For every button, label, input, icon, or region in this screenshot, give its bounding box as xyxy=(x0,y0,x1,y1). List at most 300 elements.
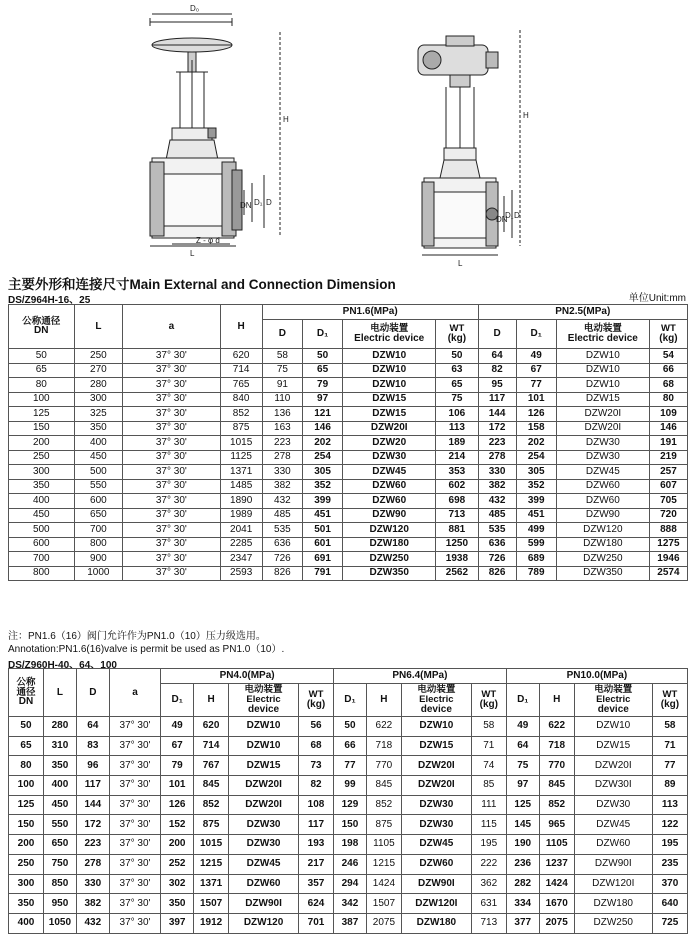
table-cell: 37° 30' xyxy=(123,523,220,538)
col-wt: WT (kg) xyxy=(652,684,687,717)
table-cell: 350 xyxy=(161,894,194,914)
table-cell: DZW20I xyxy=(229,795,299,815)
table-cell: 150 xyxy=(9,421,75,436)
table-cell: 37° 30' xyxy=(123,392,220,407)
col-d1: D₁ xyxy=(334,684,367,717)
table-cell: 305 xyxy=(302,465,342,480)
table-cell: 300 xyxy=(9,465,75,480)
table-cell: 620 xyxy=(220,349,262,364)
table-cell: 350 xyxy=(74,421,123,436)
table-cell: 397 xyxy=(161,913,194,933)
table-cell: 602 xyxy=(436,479,478,494)
table-cell: 158 xyxy=(516,421,556,436)
table-cell: 705 xyxy=(649,494,687,509)
table-cell: 101 xyxy=(161,776,194,796)
table-cell: 144 xyxy=(478,407,516,422)
col-h: H xyxy=(366,684,401,717)
table-cell: 845 xyxy=(194,776,229,796)
table-cell: 382 xyxy=(478,479,516,494)
table-cell: 450 xyxy=(43,795,76,815)
table-cell: 195 xyxy=(471,835,506,855)
table-cell: DZW30 xyxy=(229,815,299,835)
table-cell: DZW15 xyxy=(401,736,471,756)
table-cell: 198 xyxy=(334,835,367,855)
table-cell: DZW45 xyxy=(343,465,436,480)
table-cell: DZW10 xyxy=(401,717,471,737)
table-cell: DZW10 xyxy=(229,717,299,737)
col-a: a xyxy=(109,669,160,717)
table-cell: DZW30 xyxy=(556,450,649,465)
table-cell: 382 xyxy=(262,479,302,494)
table-row xyxy=(9,436,688,451)
table-cell: 767 xyxy=(194,756,229,776)
table-cell: 91 xyxy=(262,378,302,393)
table-cell: 2574 xyxy=(649,566,687,581)
table-cell: DZW15 xyxy=(556,392,649,407)
table-cell: 80 xyxy=(649,392,687,407)
table-cell: 607 xyxy=(649,479,687,494)
table-cell: 1125 xyxy=(220,450,262,465)
col-dn: 公称 通径 DN xyxy=(9,669,44,717)
table-cell: DZW350 xyxy=(343,566,436,581)
table-cell: 125 xyxy=(9,795,44,815)
table-cell: 791 xyxy=(302,566,342,581)
table-cell: DZW90 xyxy=(343,508,436,523)
table-cell: 718 xyxy=(539,736,574,756)
table-row xyxy=(9,854,688,874)
table-cell: 101 xyxy=(516,392,556,407)
table-cell: 50 xyxy=(302,349,342,364)
table-cell: 246 xyxy=(334,854,367,874)
table-cell: 189 xyxy=(436,436,478,451)
table-cell: 202 xyxy=(302,436,342,451)
table-cell: 2347 xyxy=(220,552,262,567)
table-cell: 100 xyxy=(9,392,75,407)
group-pn100: PN10.0(MPa) xyxy=(506,669,687,684)
table-cell: 37° 30' xyxy=(123,378,220,393)
table-cell: 700 xyxy=(74,523,123,538)
table-cell: 236 xyxy=(506,854,539,874)
table-cell: 650 xyxy=(74,508,123,523)
table-cell: 50 xyxy=(9,349,75,364)
table-cell: 117 xyxy=(299,815,334,835)
table-cell: 485 xyxy=(262,508,302,523)
table-cell: 485 xyxy=(478,508,516,523)
left-l-label: L xyxy=(190,249,195,258)
table-cell: 37° 30' xyxy=(123,450,220,465)
table-cell: 800 xyxy=(9,566,75,581)
table-cell: DZW45 xyxy=(401,835,471,855)
table-cell: 145 xyxy=(506,815,539,835)
table-cell: 80 xyxy=(9,756,44,776)
table-cell: DZW250 xyxy=(574,913,652,933)
table-cell: 650 xyxy=(43,835,76,855)
table-row xyxy=(9,479,688,494)
table-cell: 350 xyxy=(43,756,76,776)
table-cell: 2593 xyxy=(220,566,262,581)
table-cell: 600 xyxy=(9,537,75,552)
table-cell: DZW15 xyxy=(343,392,436,407)
table-cell: 499 xyxy=(516,523,556,538)
table-cell: 250 xyxy=(9,450,75,465)
table-row xyxy=(9,537,688,552)
table-cell: 330 xyxy=(262,465,302,480)
table-row xyxy=(9,776,688,796)
col-d1: D₁ xyxy=(161,684,194,717)
table-cell: 713 xyxy=(471,913,506,933)
table-cell: 37° 30' xyxy=(123,479,220,494)
table-cell: 1890 xyxy=(220,494,262,509)
table-cell: 852 xyxy=(194,795,229,815)
table-cell: 217 xyxy=(299,854,334,874)
table-cell: 624 xyxy=(299,894,334,914)
table-cell: 250 xyxy=(74,349,123,364)
model-label-1: DS/Z964H-16、25 xyxy=(8,295,91,306)
table-cell: 399 xyxy=(516,494,556,509)
table-cell: 550 xyxy=(74,479,123,494)
table-cell: DZW120I xyxy=(574,874,652,894)
table-cell: 852 xyxy=(366,795,401,815)
table-cell: DZW15 xyxy=(343,407,436,422)
table-cell: 900 xyxy=(74,552,123,567)
table-cell: 450 xyxy=(74,450,123,465)
table-cell: 875 xyxy=(194,815,229,835)
table-cell: 50 xyxy=(436,349,478,364)
table-cell: 399 xyxy=(302,494,342,509)
manual-valve-drawing xyxy=(150,14,280,246)
table-cell: 770 xyxy=(539,756,574,776)
table-cell: 121 xyxy=(302,407,342,422)
table-cell: DZW20I xyxy=(556,421,649,436)
table-cell: 852 xyxy=(220,407,262,422)
table-cell: 350 xyxy=(9,894,44,914)
table-cell: 305 xyxy=(516,465,556,480)
table-cell: 75 xyxy=(506,756,539,776)
table-cell: 1989 xyxy=(220,508,262,523)
table-cell: DZW20I xyxy=(343,421,436,436)
table-cell: 89 xyxy=(652,776,687,796)
right-l-label: L xyxy=(458,259,463,268)
table-cell: 800 xyxy=(74,537,123,552)
table-cell: DZW90I xyxy=(229,894,299,914)
table-cell: 400 xyxy=(74,436,123,451)
table-cell: 352 xyxy=(302,479,342,494)
table-cell: 1015 xyxy=(194,835,229,855)
table-row xyxy=(9,508,688,523)
table-cell: 150 xyxy=(9,815,44,835)
table-cell: 2285 xyxy=(220,537,262,552)
table-cell: DZW30 xyxy=(401,795,471,815)
table-cell: 49 xyxy=(506,717,539,737)
table-cell: 214 xyxy=(436,450,478,465)
table-cell: DZW20I xyxy=(401,756,471,776)
table-cell: 257 xyxy=(649,465,687,480)
table-cell: 64 xyxy=(506,736,539,756)
table-cell: 100 xyxy=(9,776,44,796)
col-wt: WT (kg) xyxy=(299,684,334,717)
table-cell: 400 xyxy=(9,913,44,933)
table-cell: DZW10 xyxy=(343,363,436,378)
table-cell: 631 xyxy=(471,894,506,914)
table1-body xyxy=(9,349,688,581)
table-cell: 37° 30' xyxy=(123,349,220,364)
table-cell: DZW45 xyxy=(556,465,649,480)
table-cell: 150 xyxy=(334,815,367,835)
table-cell: DZW45 xyxy=(574,815,652,835)
table-cell: 254 xyxy=(302,450,342,465)
col-electric-device: 电动装置 Electric device xyxy=(556,320,649,349)
table-cell: 1938 xyxy=(436,552,478,567)
table-cell: 636 xyxy=(262,537,302,552)
table2-body xyxy=(9,717,688,934)
table-cell: 718 xyxy=(366,736,401,756)
table-cell: 75 xyxy=(436,392,478,407)
table-row xyxy=(9,407,688,422)
table-cell: 278 xyxy=(478,450,516,465)
model-label-2: DS/Z960H-40、64、100 xyxy=(8,660,117,671)
table-cell: 111 xyxy=(471,795,506,815)
table-cell: 535 xyxy=(478,523,516,538)
table-cell: 1105 xyxy=(366,835,401,855)
table-cell: 56 xyxy=(299,717,334,737)
table-cell: 601 xyxy=(302,537,342,552)
table-cell: 108 xyxy=(299,795,334,815)
table-cell: 252 xyxy=(161,854,194,874)
group-pn16: PN1.6(MPa) xyxy=(262,305,478,320)
table-row xyxy=(9,349,688,364)
table-cell: 840 xyxy=(220,392,262,407)
table-cell: 64 xyxy=(478,349,516,364)
col-h: H xyxy=(194,684,229,717)
table-cell: DZW60 xyxy=(556,479,649,494)
table-cell: 2041 xyxy=(220,523,262,538)
table-cell: 500 xyxy=(74,465,123,480)
table-cell: 330 xyxy=(478,465,516,480)
table-row xyxy=(9,835,688,855)
table-cell: 1424 xyxy=(366,874,401,894)
table-cell: 49 xyxy=(161,717,194,737)
table-cell: DZW20 xyxy=(343,436,436,451)
table-cell: 1371 xyxy=(220,465,262,480)
table-cell: 222 xyxy=(471,854,506,874)
table-cell: 501 xyxy=(302,523,342,538)
table-cell: 223 xyxy=(478,436,516,451)
table-cell: 300 xyxy=(9,874,44,894)
col-a: a xyxy=(123,305,220,349)
table-cell: DZW250 xyxy=(556,552,649,567)
group-pn25: PN2.5(MPa) xyxy=(478,305,687,320)
table-cell: 37° 30' xyxy=(123,421,220,436)
table-cell: 845 xyxy=(366,776,401,796)
table-cell: 1275 xyxy=(649,537,687,552)
table-row xyxy=(9,494,688,509)
table-cell: 37° 30' xyxy=(109,854,160,874)
table-cell: 37° 30' xyxy=(109,795,160,815)
table-cell: DZW10 xyxy=(556,363,649,378)
table-cell: 37° 30' xyxy=(123,363,220,378)
col-h: H xyxy=(539,684,574,717)
table-cell: 126 xyxy=(161,795,194,815)
table-cell: 334 xyxy=(506,894,539,914)
table-cell: 71 xyxy=(652,736,687,756)
table-cell: 640 xyxy=(652,894,687,914)
table-cell: 550 xyxy=(43,815,76,835)
table-cell: 235 xyxy=(652,854,687,874)
col-electric-device: 电动装置 Electric device xyxy=(401,684,471,717)
table-cell: 700 xyxy=(9,552,75,567)
table-cell: DZW90 xyxy=(556,508,649,523)
table-cell: 689 xyxy=(516,552,556,567)
table-cell: 1237 xyxy=(539,854,574,874)
table-cell: 37° 30' xyxy=(123,494,220,509)
table-cell: 1507 xyxy=(366,894,401,914)
col-wt: WT (kg) xyxy=(471,684,506,717)
table-cell: 202 xyxy=(516,436,556,451)
table-cell: 330 xyxy=(76,874,109,894)
table-cell: 826 xyxy=(262,566,302,581)
table-cell: DZW20I xyxy=(574,756,652,776)
table-cell: 67 xyxy=(516,363,556,378)
table-cell: 432 xyxy=(478,494,516,509)
table-cell: 622 xyxy=(539,717,574,737)
left-h-label: H xyxy=(283,115,289,124)
table-cell: 270 xyxy=(74,363,123,378)
table-row xyxy=(9,378,688,393)
table-cell: 54 xyxy=(649,349,687,364)
table-cell: DZW20I xyxy=(556,407,649,422)
table-cell: 1371 xyxy=(194,874,229,894)
table-cell: 2075 xyxy=(366,913,401,933)
table-cell: DZW90I xyxy=(401,874,471,894)
table-cell: 122 xyxy=(652,815,687,835)
table-cell: 37° 30' xyxy=(123,436,220,451)
table-cell: 400 xyxy=(43,776,76,796)
table-cell: DZW30 xyxy=(343,450,436,465)
table-cell: 950 xyxy=(43,894,76,914)
table-cell: 129 xyxy=(334,795,367,815)
table-cell: DZW20I xyxy=(229,776,299,796)
table-cell: 219 xyxy=(649,450,687,465)
table-cell: 68 xyxy=(299,736,334,756)
table-cell: 357 xyxy=(299,874,334,894)
col-d1: D₁ xyxy=(506,684,539,717)
section-title: 主要外形和连接尺寸Main External and Connection Dimension xyxy=(8,277,396,292)
left-d1-label: D₁ xyxy=(254,198,263,207)
table-cell: 223 xyxy=(76,835,109,855)
right-d-label: D xyxy=(514,211,520,220)
table-cell: DZW30 xyxy=(401,815,471,835)
table-cell: 1507 xyxy=(194,894,229,914)
table-cell: 622 xyxy=(366,717,401,737)
table-cell: 50 xyxy=(9,717,44,737)
table-row xyxy=(9,450,688,465)
table-cell: 250 xyxy=(9,854,44,874)
col-electric-device: 电动装置 Electric device xyxy=(343,320,436,349)
table-cell: 85 xyxy=(471,776,506,796)
table-cell: 1215 xyxy=(366,854,401,874)
table-cell: 66 xyxy=(649,363,687,378)
table-cell: 37° 30' xyxy=(109,894,160,914)
col-wt: WT (kg) xyxy=(436,320,478,349)
table-cell: 37° 30' xyxy=(109,717,160,737)
table-cell: 97 xyxy=(506,776,539,796)
table-cell: 726 xyxy=(478,552,516,567)
valve-drawings xyxy=(0,0,700,270)
table-cell: 432 xyxy=(262,494,302,509)
table-cell: 172 xyxy=(478,421,516,436)
table-cell: 450 xyxy=(9,508,75,523)
table-cell: 200 xyxy=(9,835,44,855)
table-cell: 37° 30' xyxy=(109,835,160,855)
table-row xyxy=(9,756,688,776)
table-cell: DZW10 xyxy=(343,349,436,364)
table-cell: 765 xyxy=(220,378,262,393)
table-cell: 125 xyxy=(9,407,75,422)
table-cell: 146 xyxy=(649,421,687,436)
table-cell: DZW30 xyxy=(574,795,652,815)
left-dn-label: DN xyxy=(240,201,252,210)
table-cell: 789 xyxy=(516,566,556,581)
table-cell: 200 xyxy=(9,436,75,451)
table-row xyxy=(9,894,688,914)
table-cell: 64 xyxy=(76,717,109,737)
table-cell: 172 xyxy=(76,815,109,835)
table-cell: 37° 30' xyxy=(123,407,220,422)
table-cell: 280 xyxy=(74,378,123,393)
table-cell: DZW10 xyxy=(343,378,436,393)
table-cell: DZW60 xyxy=(574,835,652,855)
table-cell: 1250 xyxy=(436,537,478,552)
col-d: D xyxy=(262,320,302,349)
table-cell: 701 xyxy=(299,913,334,933)
table-cell: 37° 30' xyxy=(109,756,160,776)
table-cell: 451 xyxy=(302,508,342,523)
table-cell: 83 xyxy=(76,736,109,756)
table-cell: DZW350 xyxy=(556,566,649,581)
table-cell: 620 xyxy=(194,717,229,737)
table-cell: 636 xyxy=(478,537,516,552)
table-cell: DZW10 xyxy=(556,378,649,393)
table-row xyxy=(9,363,688,378)
table-cell: DZW20I xyxy=(401,776,471,796)
col-electric-device: 电动装置 Electric device xyxy=(229,684,299,717)
table-cell: 79 xyxy=(302,378,342,393)
table-cell: 37° 30' xyxy=(109,736,160,756)
table-cell: 714 xyxy=(220,363,262,378)
table-cell: 451 xyxy=(516,508,556,523)
table-cell: DZW10 xyxy=(556,349,649,364)
table-cell: DZW60 xyxy=(401,854,471,874)
table-cell: 115 xyxy=(471,815,506,835)
table-cell: DZW120I xyxy=(401,894,471,914)
table-cell: 599 xyxy=(516,537,556,552)
left-do-label: D₀ xyxy=(190,4,200,13)
table-cell: 191 xyxy=(649,436,687,451)
table-cell: 845 xyxy=(539,776,574,796)
table-cell: 370 xyxy=(652,874,687,894)
col-d: D xyxy=(76,669,109,717)
table-cell: 362 xyxy=(471,874,506,894)
table-cell: DZW180 xyxy=(401,913,471,933)
table-cell: 49 xyxy=(516,349,556,364)
table-cell: 37° 30' xyxy=(123,566,220,581)
table-cell: 152 xyxy=(161,815,194,835)
table-cell: 280 xyxy=(43,717,76,737)
table-cell: 350 xyxy=(9,479,75,494)
table-cell: 278 xyxy=(76,854,109,874)
table-cell: 37° 30' xyxy=(109,815,160,835)
table-cell: 37° 30' xyxy=(109,776,160,796)
